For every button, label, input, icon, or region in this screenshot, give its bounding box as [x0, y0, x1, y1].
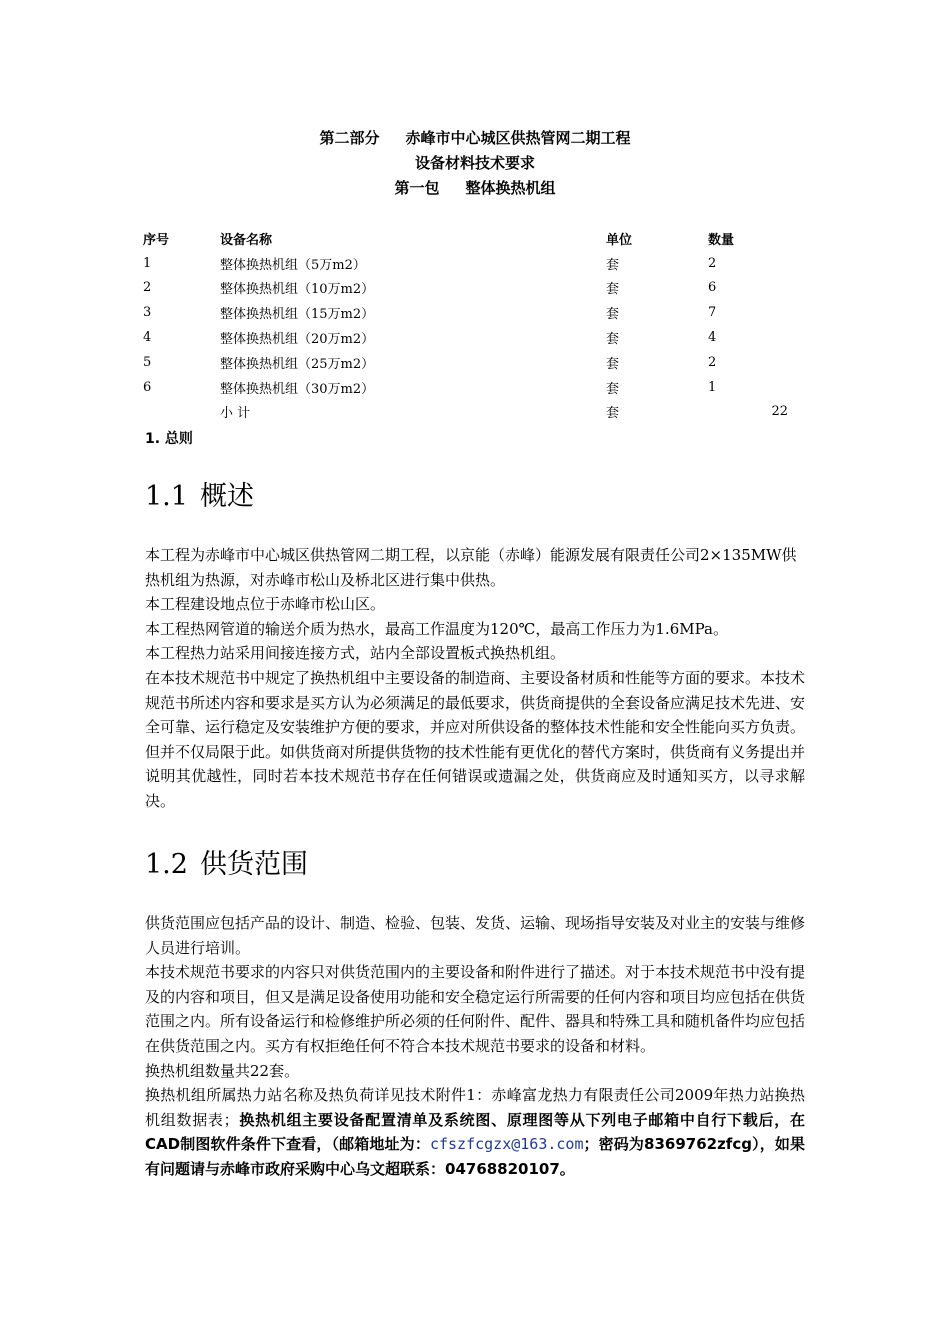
row-qty: 2 — [708, 354, 717, 370]
row-no: 4 — [143, 330, 152, 346]
row-name: 整体换热机组（25万m2） — [220, 356, 375, 372]
section-1-2-heading — [145, 848, 308, 882]
row-name: 整体换热机组（10万m2） — [220, 282, 375, 298]
row-qty: 4 — [708, 330, 717, 346]
section-1-2-body — [145, 911, 805, 1182]
paragraph: 本工程建设地点位于赤峰市松山区。 — [145, 595, 386, 614]
row-name: 整体换热机组（30万m2） — [220, 381, 375, 397]
row-name: 整体换热机组（20万m2） — [220, 332, 375, 348]
row-no: 1 — [143, 255, 152, 271]
row-no: 5 — [143, 354, 152, 370]
package-label: 第一包 — [394, 179, 440, 197]
subtotal-unit: 套 — [606, 406, 620, 422]
table-row — [143, 325, 788, 350]
row-no: 3 — [143, 305, 152, 321]
row-unit: 套 — [606, 307, 620, 323]
table-row — [143, 375, 788, 400]
table-row — [143, 350, 788, 375]
paragraph: 供货范围应包括产品的设计、制造、检验、包装、发货、运输、现场指导安装及对业主的安装与维修人员进行培训。 — [145, 914, 806, 957]
row-unit: 套 — [606, 332, 620, 348]
subtotal-no — [143, 400, 220, 425]
package-title: 整体换热机组 — [465, 179, 556, 197]
doc-title-line1 — [0, 127, 950, 149]
row-qty: 1 — [708, 379, 717, 395]
table-subtotal-row — [143, 400, 788, 425]
download-instructions: 换热机组主要设备配置清单及系统图、原理图等从下列电子邮箱中自行下载后，在CAD制图软件条件下查看，（邮箱地址为： — [145, 1110, 805, 1154]
row-no: 2 — [143, 280, 152, 296]
table-row — [143, 276, 788, 301]
row-qty: 6 — [708, 280, 717, 296]
row-qty: 7 — [708, 305, 717, 321]
paragraph: 在本技术规范书中规定了换热机组中主要设备的制造商、主要设备材质和性能等方面的要求。本技术规范书所述内容和要求是买方认为必须满足的最低要求，供货商提供的全套设备应满足技术先进、安全可靠、运行稳定及安装维护方便的要求，并应对所供设备的整体技术性能和安全性能向买方负责。但并不仅局限于此。如供货商对所提供货物的技术性能有更优化的替代方案时，供货商有义务提出并说明其优越性，同时若本技术规范书存在任何错误或遗漏之处，供货商应及时通知买方，以寻求解决。 — [145, 668, 806, 810]
paragraph: 本工程热网管道的输送介质为热水，最高工作温度为120℃，最高工作压力为1.6MPa。 — [145, 619, 728, 638]
doc-subtitle: 设备材料技术要求 — [414, 154, 535, 172]
doc-title-line2 — [0, 152, 950, 174]
table-row — [143, 251, 788, 276]
col-header-unit: 单位 — [606, 232, 633, 248]
section-1-2-number: 1.2 — [145, 849, 188, 880]
row-no: 6 — [143, 379, 152, 395]
attachment-note: 换热机组所属热力站名称及热负荷详见技术附件1：赤峰富龙热力有限责任公司2009年热力站换热机组数据表； — [145, 1086, 805, 1129]
project-title: 赤峰市中心城区供热管网二期工程 — [405, 129, 631, 147]
row-unit: 套 — [606, 282, 620, 298]
table-row — [143, 300, 788, 325]
doc-title-line3 — [0, 177, 950, 199]
row-name: 整体换热机组（15万m2） — [220, 307, 375, 323]
table-header-row — [143, 226, 788, 251]
paragraph: 本技术规范书要求的内容只对供货范围内的主要设备和附件进行了描述。对于本技术规范书中没有提及的内容和项目，但又是满足设备使用功能和安全稳定运行所需要的任何内容和项目均应包括在供货范围之内。所有设备运行和检修维护所必须的任何附件、配件、器具和特殊工具和随机备件均应包括在供货范围之内。买方有权拒绝任何不符合本技术规范书要求的设备和材料。 — [145, 963, 806, 1055]
equipment-table — [143, 226, 788, 424]
section-1-1-title: 概述 — [199, 481, 254, 512]
section-1-2-title: 供货范围 — [199, 849, 308, 880]
row-unit: 套 — [606, 381, 620, 397]
row-unit: 套 — [606, 356, 620, 372]
email-link[interactable]: cfszfcgzx@163.com — [429, 1135, 584, 1154]
paragraph: 本工程为赤峰市中心城区供热管网二期工程，以京能（赤峰）能源发展有限责任公司2×135MW供热机组为热源，对赤峰市松山及桥北区进行集中供热。 — [145, 546, 797, 589]
col-header-name: 设备名称 — [220, 232, 273, 248]
row-qty: 2 — [708, 255, 717, 271]
section-1-1-heading — [145, 480, 254, 514]
col-header-no: 序号 — [143, 232, 170, 248]
section-1-1-body — [145, 543, 805, 814]
part-label: 第二部分 — [319, 129, 380, 147]
row-unit: 套 — [606, 257, 620, 273]
paragraph: 本工程热力站采用间接连接方式，站内全部设置板式换热机组。 — [145, 644, 566, 663]
section-1-1-number: 1.1 — [145, 481, 188, 512]
row-name: 整体换热机组（5万m2） — [220, 257, 366, 273]
section-1-heading: 1. 总则 — [145, 431, 193, 447]
col-header-qty: 数量 — [708, 232, 735, 248]
subtotal-qty: 22 — [771, 404, 788, 420]
subtotal-label: 小 计 — [220, 406, 251, 422]
paragraph-download-info — [145, 1083, 805, 1181]
contact-instructions: ；密码为8369762zfcg），如果有问题请与赤峰市政府采购中心乌文超联系：04768820107。 — [145, 1135, 805, 1178]
paragraph: 换热机组数量共22套。 — [145, 1061, 300, 1080]
